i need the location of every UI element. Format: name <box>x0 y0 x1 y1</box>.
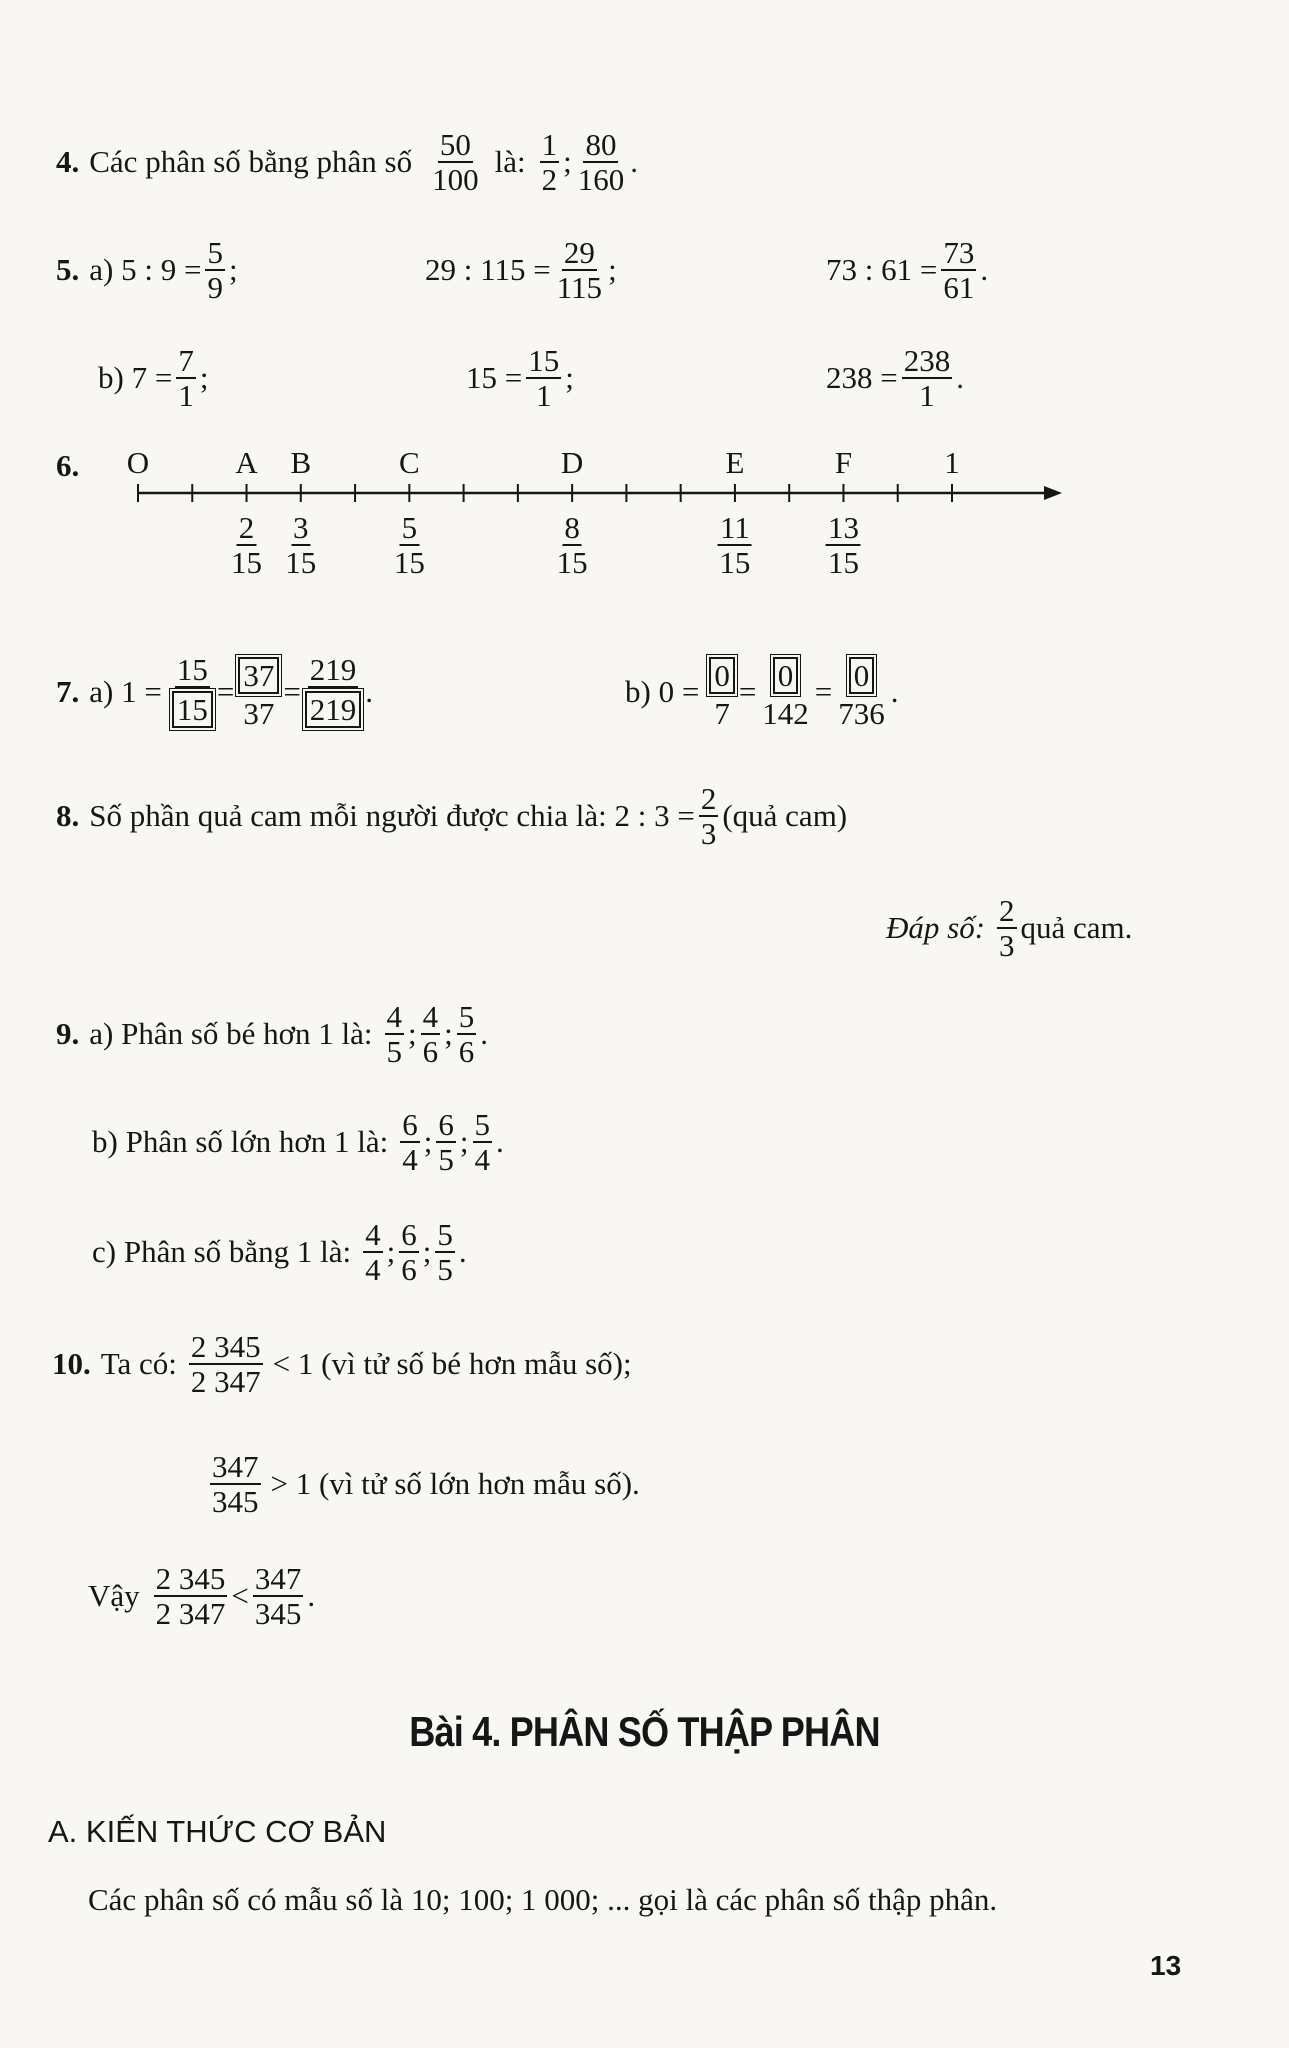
item-number: 9. <box>56 1016 80 1051</box>
fraction: $\frac{37}{37}$ <box>238 654 279 731</box>
item-9c: c) Phân số bằng 1 là: $\frac{4}{4}$ ; $\frac{6}{6}$ ; $\frac{5}{5}$ . <box>92 1216 467 1287</box>
item-7b: b) 0 = $\frac{0}{7}$ = $\frac{0}{142}$ = $\frac{0}{736}$ . <box>625 642 899 742</box>
item-number: 10. <box>52 1346 91 1381</box>
fraction: $\frac{4}{6}$ <box>422 998 439 1069</box>
number-line-arrow <box>1044 486 1062 500</box>
item-8 <box>56 776 847 856</box>
fraction: $\frac{0}{142}$ <box>762 657 809 731</box>
fraction: $\frac{2 345}{2 347}$ <box>190 1328 261 1399</box>
fraction: $\frac{347}{345}$ <box>212 1448 259 1519</box>
item-text: b) Phân số lớn hơn 1 là: <box>92 1124 389 1159</box>
item-text: Các phân số bằng phân số <box>89 144 413 179</box>
expression: 238 = <box>826 360 898 395</box>
item-5a-expr2: 29 : 115 = $\frac{29}{115}$ ; <box>425 234 617 305</box>
point-fraction: $\frac{2}{15}$ <box>231 510 263 581</box>
fraction: $\frac{5}{5}$ <box>437 1216 453 1287</box>
expression: 73 : 61 = <box>826 252 938 287</box>
point-fraction: $\frac{5}{15}$ <box>393 510 425 581</box>
item-7a: 7. a) 1 = $\frac{15}{15}$ = $\frac{37}{37}$ = $\frac{219}{219}$ . <box>56 651 374 731</box>
page-number: 13 <box>1150 1950 1182 1981</box>
expression: a) 5 : 9 = <box>89 252 202 287</box>
fraction: $\frac{2}{3}$ <box>999 892 1015 963</box>
item-text: Vậy <box>88 1578 140 1613</box>
item-number: 5. <box>56 252 80 287</box>
answer-unit: quả cam. <box>1020 910 1133 945</box>
fraction: $\frac{0}{7}$ <box>709 654 735 731</box>
reason: < 1 (vì tử số bé hơn mẫu số); <box>272 1346 632 1381</box>
fraction: $\frac{6}{5}$ <box>438 1106 454 1177</box>
item-text: a) Phân số bé hơn 1 là: <box>89 1016 373 1051</box>
item-number: 7. <box>56 674 80 709</box>
fraction: $\frac{5}{9}$ <box>207 234 223 305</box>
expression: 29 : 115 = <box>425 252 551 287</box>
point-fraction: $\frac{11}{15}$ <box>719 510 751 581</box>
item-text: là: <box>494 144 526 179</box>
fraction: $\frac{80}{160}$ <box>577 126 625 197</box>
fraction: $\frac{50}{100}$ <box>432 126 479 197</box>
fraction: $\frac{4}{4}$ <box>365 1216 381 1287</box>
less-than: < <box>231 1578 249 1613</box>
fraction: $\frac{5}{4}$ <box>474 1106 491 1177</box>
item-number: 6. <box>56 448 80 483</box>
item-5a: 5. a) 5 : 9 = $\frac{5}{9}$ ; <box>56 234 238 305</box>
item-8-answer <box>886 888 1132 968</box>
point-label: A <box>235 445 258 480</box>
fraction: $\frac{219}{219}$ <box>305 653 362 732</box>
item-10-line2 <box>206 1444 640 1524</box>
item-5a-expr3: 73 : 61 = $\frac{73}{61}$ . <box>826 234 989 305</box>
item-9a: 9. a) Phân số bé hơn 1 là: $\frac{4}{5}$ ; $\frac{4}{6}$ ; $\frac{5}{6}$ . <box>56 998 489 1069</box>
fraction: $\frac{1}{2}$ <box>541 126 558 197</box>
fraction: $\frac{5}{6}$ <box>458 998 475 1069</box>
item-text: c) Phân số bằng 1 là: <box>92 1234 352 1269</box>
answer-box: 15 <box>172 691 213 728</box>
expression: a) 1 = <box>89 674 162 709</box>
item-5b: b) 7 = $\frac{7}{1}$ ; <box>98 342 209 413</box>
fraction: $\frac{6}{6}$ <box>401 1216 417 1287</box>
point-label: C <box>398 445 420 480</box>
answer-box: 0 <box>849 657 875 694</box>
fraction: $\frac{7}{1}$ <box>178 342 194 413</box>
fraction: $\frac{15}{1}$ <box>528 342 560 413</box>
item-9b: b) Phân số lớn hơn 1 là: $\frac{6}{4}$ ; $\frac{6}{5}$ ; $\frac{5}{4}$ . <box>92 1106 504 1177</box>
item-number: 8. <box>56 798 80 833</box>
section-heading: A. KIẾN THỨC CƠ BẢN <box>48 1814 387 1849</box>
fraction: $\frac{2}{3}$ <box>700 780 717 851</box>
item-5b-expr3: 238 = $\frac{238}{1}$ . <box>826 342 964 413</box>
item-text: Ta có: <box>100 1346 177 1381</box>
fraction: $\frac{2 345}{2 347}$ <box>155 1560 226 1631</box>
fraction: $\frac{347}{345}$ <box>254 1560 302 1631</box>
point-label: B <box>290 445 312 480</box>
item-4: 4. Các phân số bằng phân số $\frac{50}{100}$ là: $\frac{1}{2}$ ; $\frac{80}{160}$ . <box>56 126 638 197</box>
item-10 <box>52 1324 632 1404</box>
number-line <box>0 455 1289 535</box>
expression: b) 7 = <box>98 360 173 395</box>
answer-box: 0 <box>773 657 799 694</box>
answer-label: Đáp số: <box>886 910 986 945</box>
fraction: $\frac{73}{61}$ <box>943 234 975 305</box>
point-label: F <box>834 445 853 480</box>
expression: b) 0 = <box>625 674 700 709</box>
point-fraction: $\frac{8}{15}$ <box>556 510 588 581</box>
reason: > 1 (vì tử số lớn hơn mẫu số). <box>270 1466 640 1501</box>
point-label: D <box>560 445 584 480</box>
point-label: O <box>126 445 150 480</box>
point-label: 1 <box>944 445 960 480</box>
fraction: $\frac{238}{1}$ <box>903 342 951 413</box>
item-10-conclusion: Vậy $\frac{2 345}{2 347}$ < $\frac{347}{345}$ . <box>88 1560 316 1631</box>
point-fraction: $\frac{13}{15}$ <box>827 510 859 581</box>
fraction: $\frac{6}{4}$ <box>402 1106 418 1177</box>
fraction: $\frac{4}{5}$ <box>386 998 403 1069</box>
fraction: $\frac{29}{115}$ <box>556 234 603 305</box>
fraction: $\frac{0}{736}$ <box>838 657 885 731</box>
expression: 15 = <box>466 360 523 395</box>
lesson-title: Bài 4. PHÂN SỐ THẬP PHÂN <box>409 1708 880 1755</box>
item-number: 4. <box>56 144 80 179</box>
fraction: $\frac{15}{15}$ <box>172 653 213 732</box>
answer-box: 37 <box>238 657 279 694</box>
point-label: E <box>725 445 745 480</box>
unit: (quả cam) <box>722 798 848 833</box>
definition-text: Các phân số có mẫu số là 10; 100; 1 000; ... gọi là các phân số thập phân. <box>88 1882 998 1917</box>
point-fraction: $\frac{3}{15}$ <box>285 510 317 581</box>
item-5b-expr2: 15 = $\frac{15}{1}$ ; <box>466 342 574 413</box>
item-text: Số phần quả cam mỗi người được chia là: 2 : 3 = <box>89 798 695 833</box>
answer-box: 0 <box>709 657 735 694</box>
answer-box: 219 <box>305 691 362 728</box>
